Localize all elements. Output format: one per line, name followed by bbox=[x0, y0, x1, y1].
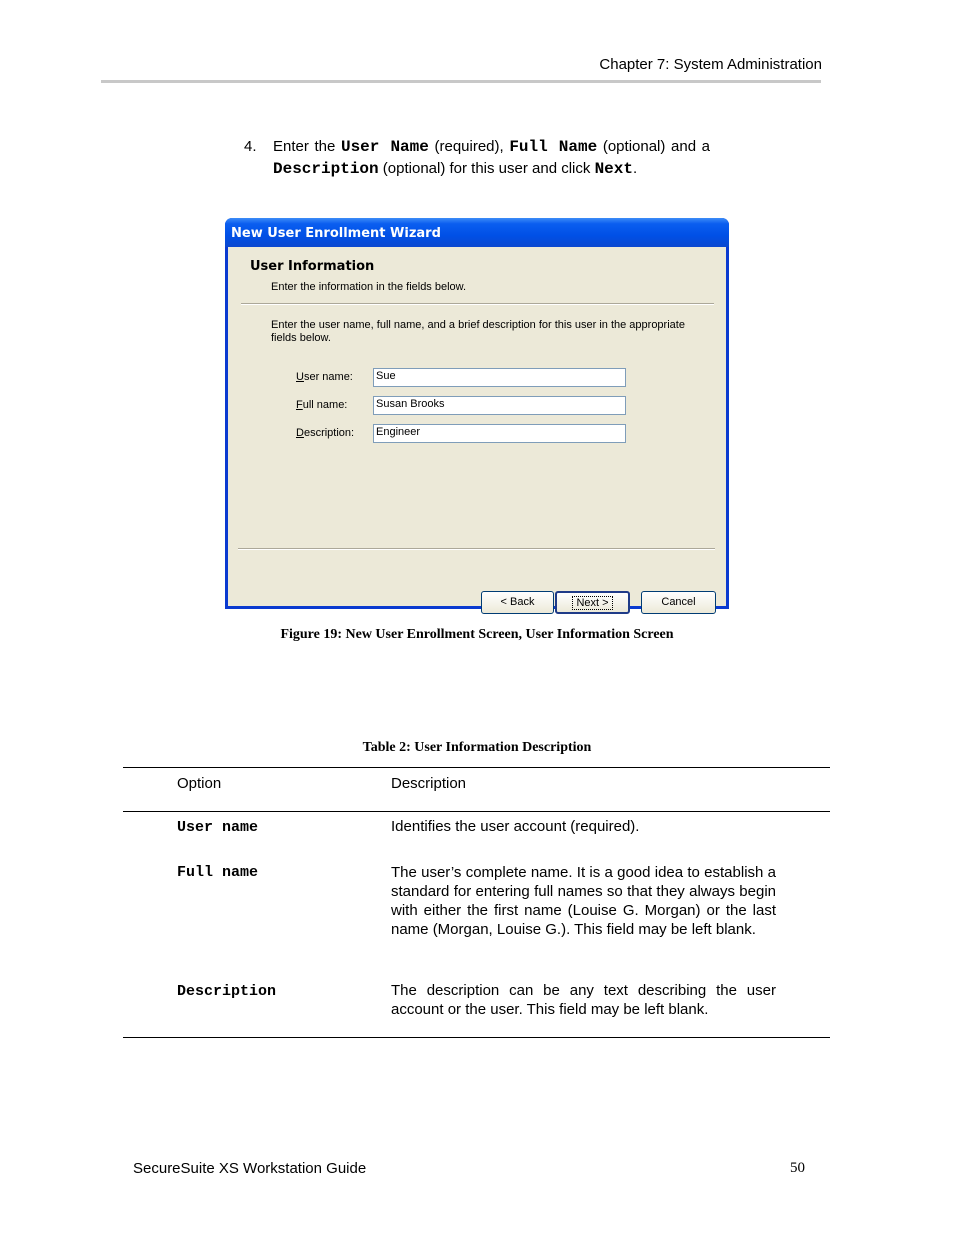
next-button-label: Next > bbox=[572, 596, 612, 610]
header-separator bbox=[241, 303, 714, 305]
dialog-title: New User Enrollment Wizard bbox=[231, 226, 441, 241]
full-name-label bbox=[296, 399, 347, 411]
page-number: 50 bbox=[790, 1160, 805, 1176]
term-user-name: User Name bbox=[340, 138, 429, 156]
table-header-rule bbox=[123, 811, 830, 812]
intro-text: Enter the user name, full name, and a brief description for this user in the appropriate fields below. bbox=[271, 319, 685, 344]
full-name-input[interactable]: Susan Brooks bbox=[373, 396, 626, 415]
table-row-option: Description bbox=[177, 983, 277, 1000]
user-name-label bbox=[296, 371, 353, 383]
table-row-description: Identifies the user account (required). bbox=[391, 818, 640, 835]
description-input[interactable]: Engineer bbox=[373, 424, 626, 443]
step-number: 4. bbox=[244, 138, 257, 155]
label-text: escription: bbox=[303, 427, 355, 439]
footer-guide-title: SecureSuite XS Workstation Guide bbox=[133, 1160, 367, 1177]
step-text-part: (optional) for this user and click bbox=[378, 160, 595, 177]
table-row-description: The description can be any text describing the user account or the user. This field may be left blank. bbox=[391, 982, 776, 1018]
column-header-option: Option bbox=[177, 775, 222, 792]
description-label bbox=[296, 427, 354, 439]
label-accesskey: F bbox=[296, 399, 303, 411]
step-text-part: (required), bbox=[428, 138, 510, 155]
dialog-titlebar[interactable] bbox=[225, 218, 729, 247]
label-accesskey: U bbox=[296, 371, 304, 383]
label-text: ull name: bbox=[302, 399, 348, 411]
footer-separator bbox=[238, 548, 715, 550]
step-text-part: (optional) and a bbox=[597, 138, 711, 155]
term-full-name: Full Name bbox=[509, 138, 598, 156]
back-button[interactable]: < Back bbox=[481, 591, 554, 614]
table-row-option: Full name bbox=[177, 864, 259, 881]
term-next: Next bbox=[594, 160, 633, 178]
section-title: User Information bbox=[250, 259, 375, 274]
enrollment-wizard-dialog bbox=[225, 218, 729, 609]
section-subtitle: Enter the information in the fields below. bbox=[271, 281, 467, 293]
label-text: ser name: bbox=[303, 371, 353, 383]
label-accesskey: D bbox=[296, 427, 304, 439]
term-description: Description bbox=[273, 160, 379, 178]
table-caption: Table 2: User Information Description bbox=[362, 740, 592, 755]
chapter-header: Chapter 7: System Administration bbox=[599, 56, 822, 73]
column-header-description: Description bbox=[391, 775, 467, 792]
cancel-button[interactable]: Cancel bbox=[641, 591, 716, 614]
table-row-description: The user’s complete name. It is a good idea to establish a standard for entering full names so that they always begin with either the first name (Louise G. Morgan) or the last name (Morgan, Louise G.). This field may be left blank. bbox=[391, 864, 776, 938]
dialog-client-area bbox=[228, 247, 726, 609]
step-text-part: Enter the bbox=[273, 138, 341, 155]
next-button[interactable] bbox=[555, 591, 630, 614]
table-bottom-rule bbox=[123, 1037, 830, 1038]
header-rule bbox=[101, 80, 821, 83]
step-text-part: . bbox=[632, 160, 638, 177]
table-row-option: User name bbox=[177, 819, 259, 836]
table-top-rule bbox=[123, 767, 830, 768]
figure-caption: Figure 19: New User Enrollment Screen, User Information Screen bbox=[280, 627, 674, 642]
step-text bbox=[273, 136, 710, 180]
user-name-input[interactable]: Sue bbox=[373, 368, 626, 387]
